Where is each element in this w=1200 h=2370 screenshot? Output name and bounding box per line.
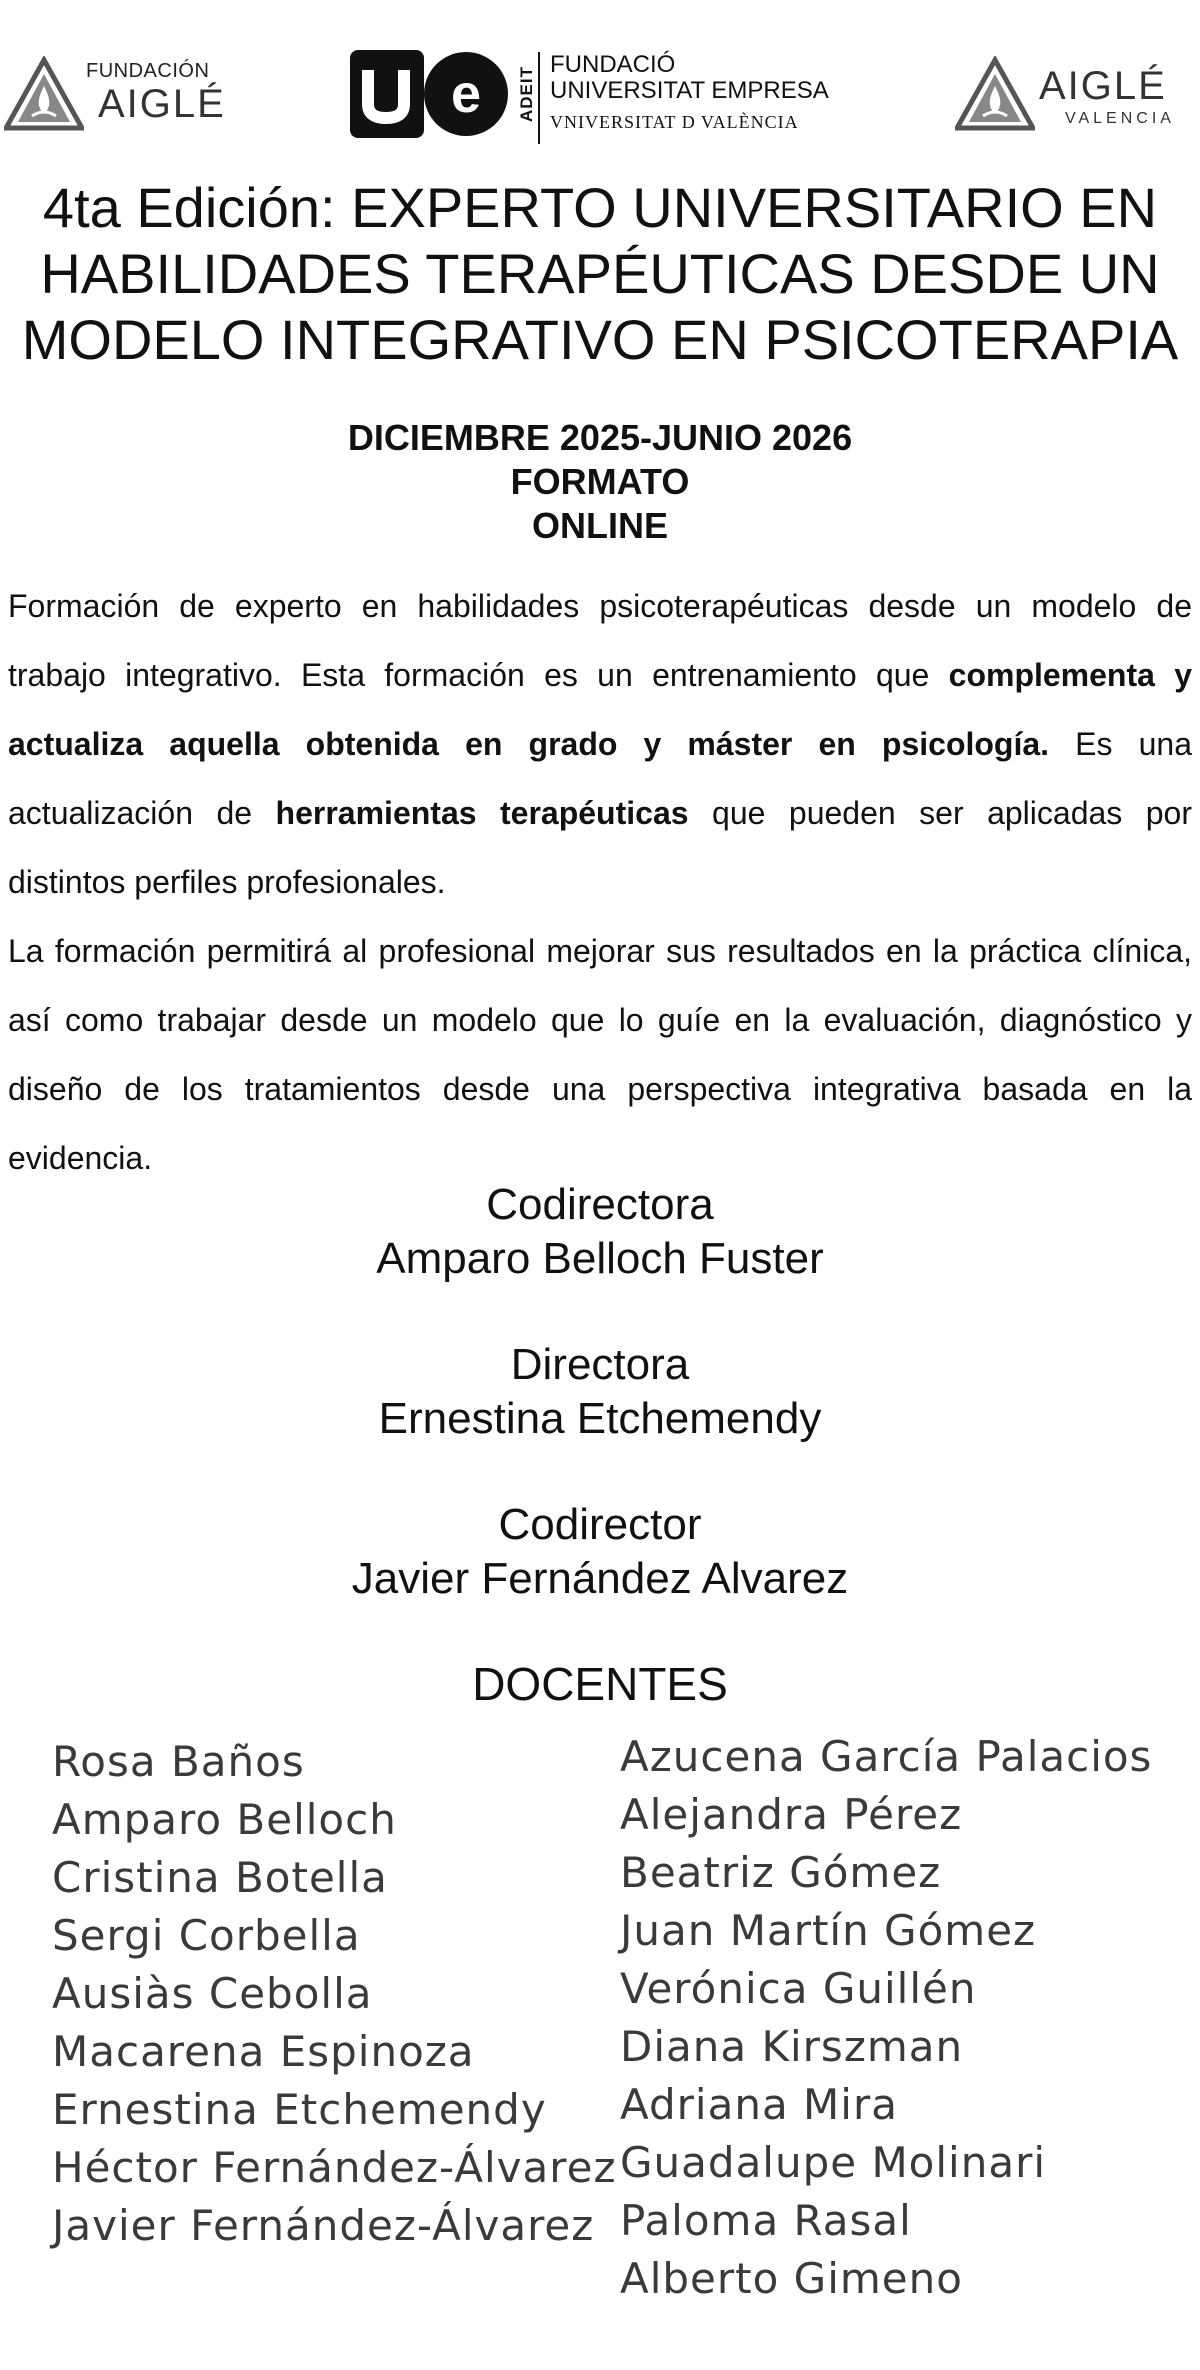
aigle-valencia-logo [955,52,1195,142]
list-item: Guadalupe Molinari [620,2138,1047,2187]
role-title: Codirector [498,1500,702,1549]
course-mode: ONLINE [531,505,668,546]
logo-right-line1: AIGLÉ [1039,64,1167,108]
list-item: Verónica Guillén [620,1964,977,2013]
list-item: Ausiàs Cebolla [52,1969,373,2018]
list-item: Alberto Gimeno [620,2254,963,2303]
bold-text: herramientas terapéuticas [275,795,689,831]
ue-mark-icon [348,44,508,144]
list-item: Juan Martín Gómez [620,1906,1037,1955]
role-title: Codirectora [486,1180,714,1229]
logo-right-line2: VALENCIA [1065,110,1175,127]
course-dates-format [0,416,1200,548]
list-item: Beatriz Gómez [620,1848,942,1897]
list-item: Javier Fernández-Álvarez [52,2201,595,2250]
title-line: HABILIDADES TERAPÉUTICAS DESDE UN [40,242,1160,305]
logo-divider [538,52,540,144]
page-title [0,175,1200,373]
person-name: Javier Fernández Alvarez [351,1554,849,1603]
list-item: Paloma Rasal [620,2196,912,2245]
list-item: Diana Kirszman [620,2022,964,2071]
directora-block [0,1338,1200,1446]
list-item: Adriana Mira [620,2080,898,2129]
list-item: Amparo Belloch [52,1795,397,1844]
list-item: Rosa Baños [52,1737,305,1786]
codirector-block [0,1498,1200,1606]
text-span: que pueden ser aplicadas por distintos perfiles profesionales. [8,795,1193,900]
aigle-triangle-icon [955,56,1035,132]
title-line: 4ta Edición: EXPERTO UNIVERSITARIO EN [42,176,1158,239]
adeit-logo [348,44,848,154]
person-name: Amparo Belloch Fuster [376,1234,824,1283]
description-paragraph [8,572,1192,917]
bold-text: complementa y actualiza aquella obtenida en grado y máster en psicología. [8,657,1193,762]
aigle-triangle-icon [4,56,84,132]
svg-text:e: e [450,64,482,124]
adeit-line2: UNIVERSITAT EMPRESA [550,77,829,104]
list-item: Macarena Espinoza [52,2027,475,2076]
list-item: Sergi Corbella [52,1911,361,1960]
fundacion-aigle-logo [4,52,236,142]
codirectora-block [0,1178,1200,1286]
adeit-line1: FUNDACIÓ [550,51,676,78]
description-paragraph: La formación permitirá al profesional mejorar sus resultados en la práctica clínica, así como trabajar desde un modelo que lo guíe en la evaluación, diagnóstico y diseño de los tratamientos desde una perspectiva integrativa basada en la evidencia. [8,933,1192,1176]
adeit-label: ADEIT [517,66,536,122]
docentes-list-left [52,1733,617,2255]
logo-left-line1: FUNDACIÓN [86,60,210,82]
course-description [8,572,1192,1193]
list-item: Héctor Fernández-Álvarez [52,2143,617,2192]
adeit-line3: VNIVERSITAT D VALÈNCIA [550,112,799,132]
title-line: MODELO INTEGRATIVO EN PSICOTERAPIA [21,308,1179,371]
text-span: Formación de experto en habilidades psicoterapéuticas desde un modelo de trabajo integrativo. Esta formación es un entrenamiento que [8,588,1192,693]
list-item: Alejandra Pérez [620,1790,963,1839]
course-dates: DICIEMBRE 2025-JUNIO 2026 [347,417,853,458]
person-name: Ernestina Etchemendy [378,1394,822,1443]
course-format-label: FORMATO [510,461,690,502]
docentes-list-right [620,1728,1152,2308]
logo-left-line2: AIGLÉ [98,82,226,126]
role-title: Directora [510,1340,690,1389]
docentes-heading: DOCENTES [472,1658,728,1710]
list-item: Ernestina Etchemendy [52,2085,547,2134]
list-item: Azucena García Palacios [620,1732,1153,1781]
text-span: Es una actualización de [8,726,1193,831]
list-item: Cristina Botella [52,1853,388,1902]
logo-header [0,30,1200,150]
